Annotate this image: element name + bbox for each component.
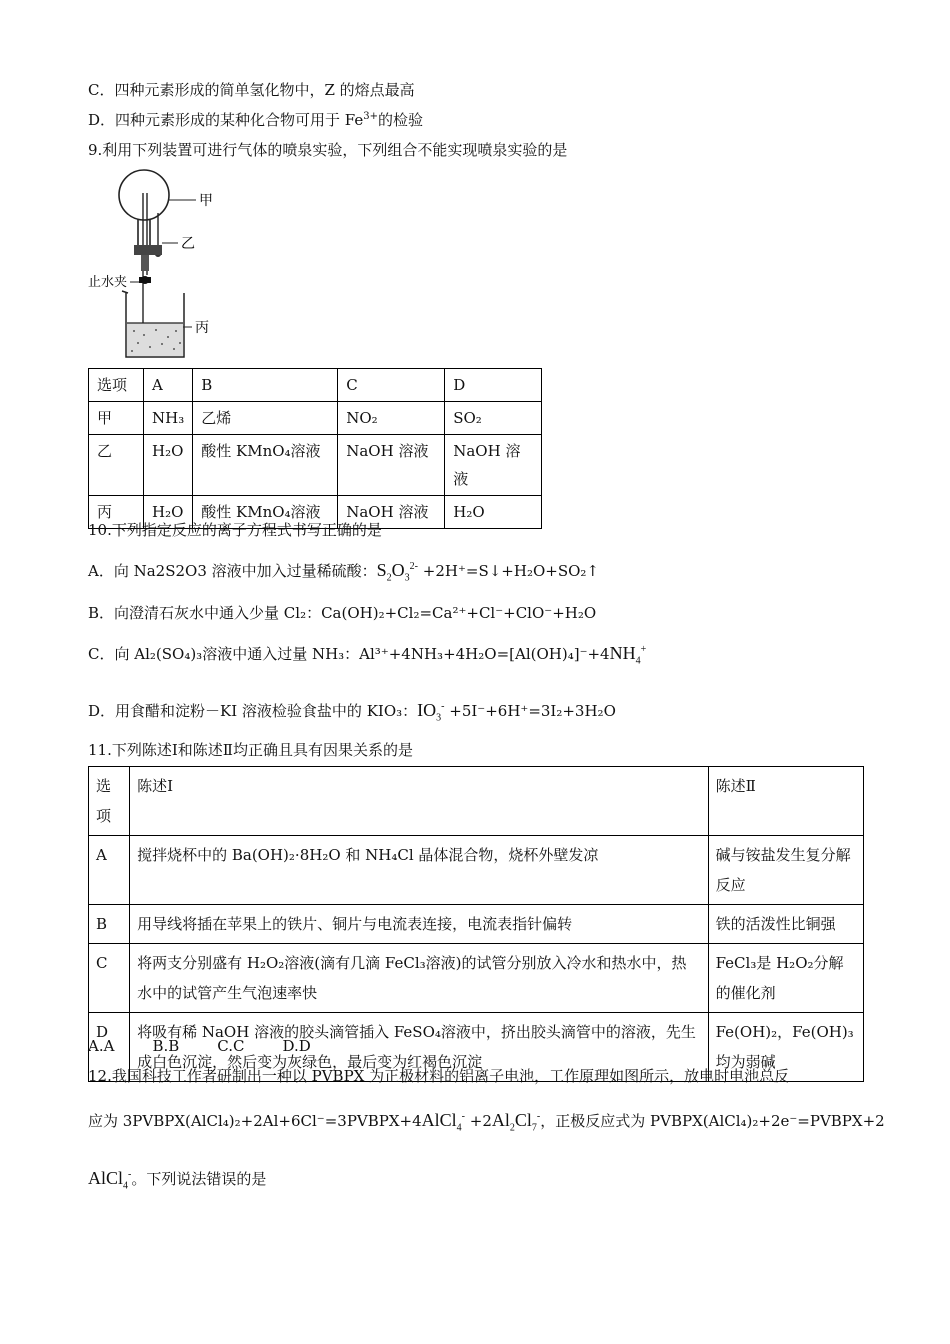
heptachlorodialuminate-formula: $Al_2Cl_7^-$	[491, 1110, 541, 1134]
table-cell: NO₂	[338, 402, 445, 435]
q10-option-b: B．向澄清石灰水中通入少量 Cl₂：Ca(OH)₂+Cl₂=Ca²⁺+Cl⁻+ClO⁻+H₂O	[88, 604, 597, 622]
table-cell: NH₃	[144, 402, 193, 435]
option-cell: C	[89, 944, 130, 1013]
tetrachloroaluminate-formula: AlCl$_4$-	[88, 1168, 132, 1192]
statement-2-cell: 碱与铵盐发生复分解反应	[708, 836, 863, 905]
label-clamp: 止水夹	[88, 275, 128, 290]
option-cell: D	[89, 1013, 130, 1082]
statement-2-cell: Fe(OH)₂，Fe(OH)₃均为弱碱	[708, 1013, 863, 1082]
header-cell: 陈述Ⅱ	[708, 767, 863, 836]
table-row	[89, 905, 864, 944]
q10-option-a: A．向 Na2S2O3 溶液中加入过量稀硫酸：$S_2O_3^{2-}$ +2H⁺=S↓+H₂O+SO₂↑	[88, 560, 599, 584]
header-cell: A	[144, 369, 193, 402]
tetrachloroaluminate-formula: AlCl$_4$-	[421, 1110, 466, 1134]
q8-option-c: C．四种元素形成的简单氢化物中，Z 的熔点最高	[88, 81, 415, 99]
header-cell: 陈述Ⅰ	[130, 767, 708, 836]
table-cell: H₂O	[144, 435, 193, 496]
header-cell: C	[338, 369, 445, 402]
row-label: 甲	[89, 402, 144, 435]
table-row	[89, 944, 864, 1013]
table-row	[89, 435, 542, 496]
header-cell: B	[193, 369, 338, 402]
header-cell: 选项	[89, 767, 130, 836]
option-cell: B	[89, 905, 130, 944]
q9-table	[88, 368, 542, 529]
q12-stem-line2: 应为 3PVBPX(AlCl₄)₂+2Al+6Cl⁻=3PVBPX+4AlCl$_4$- $+2Al_2Cl_7^-$，正极反应式为 PVBPX(AlCl₄)₂+2e⁻=PVBPX+2	[88, 1110, 885, 1134]
statement-1-cell: 用导线将插在苹果上的铁片、铜片与电流表连接，电流表指针偏转	[130, 905, 708, 944]
q9-stem: 9.利用下列装置可进行气体的喷泉实验，下列组合不能实现喷泉实验的是	[88, 141, 568, 159]
table-cell: NaOH 溶液	[338, 496, 445, 529]
table-cell: NaOH 溶液	[445, 435, 542, 496]
statement-1-cell: 将两支分别盛有 H₂O₂溶液(滴有几滴 FeCl₃溶液)的试管分别放入冷水和热水中，热水中的试管产生气泡速率快	[130, 944, 708, 1013]
table-cell: 酸性 KMnO₄溶液	[193, 435, 338, 496]
q10-option-d: D．用食醋和淀粉－KI 溶液检验食盐中的 KIO₃：$IO_3^- +5I^-+6H^+=3I_2+3H_2O$	[88, 700, 616, 724]
table-header-row	[89, 767, 864, 836]
answer-option: A.A	[88, 1037, 115, 1055]
q11-stem: 11.下列陈述Ⅰ和陈述Ⅱ均正确且具有因果关系的是	[88, 741, 413, 759]
q10-stem: 10.下列指定反应的离子方程式书写正确的是	[88, 521, 382, 539]
ammonium-formula: $NH_4^+$	[609, 643, 647, 667]
table-cell: SO₂	[445, 402, 542, 435]
table-cell: NaOH 溶液	[338, 435, 445, 496]
thiosulfate-formula: $S_2O_3^{2-}$	[376, 560, 419, 584]
q10-option-c: C．向 Al₂(SO₄)₃溶液中通入过量 NH₃：$Al^{3+}+4NH_3+4H_2O=[Al(OH)_4]^-+4NH_4^+$	[88, 643, 647, 667]
table-cell: 酸性 KMnO₄溶液	[193, 496, 338, 529]
statement-1-cell: 搅拌烧杯中的 Ba(OH)₂·8H₂O 和 NH₄Cl 晶体混合物，烧杯外壁发凉	[130, 836, 708, 905]
fountain-apparatus-figure	[86, 165, 226, 365]
label-jia: 甲	[199, 193, 213, 209]
table-cell: 乙烯	[193, 402, 338, 435]
answer-option: B.B	[152, 1037, 180, 1055]
label-yi: 乙	[181, 236, 195, 252]
iodate-formula: $IO_3^-$	[417, 700, 445, 724]
table-header-row	[89, 369, 542, 402]
option-cell: A	[89, 836, 130, 905]
header-cell: D	[445, 369, 542, 402]
row-label: 乙	[89, 435, 144, 496]
statement-2-cell: 铁的活泼性比铜强	[708, 905, 863, 944]
header-cell: 选项	[89, 369, 144, 402]
label-bing: 丙	[195, 320, 209, 336]
table-row	[89, 402, 542, 435]
statement-2-cell: FeCl₃是 H₂O₂分解的催化剂	[708, 944, 863, 1013]
answer-option: D.D	[282, 1037, 311, 1055]
q12-stem-line1: 12.我国科技工作者研制出一种以 PVBPX 为正极材料的铝离子电池，工作原理如图所示，放电时电池总反	[88, 1067, 790, 1085]
row-label: 丙	[89, 496, 144, 529]
table-cell: H₂O	[445, 496, 542, 529]
answer-option: C.C	[217, 1037, 245, 1055]
q8-option-d: D．四种元素形成的某种化合物可用于 $Fe^{3+}$的检验	[88, 111, 424, 129]
table-row	[89, 836, 864, 905]
q11-table	[88, 766, 864, 1082]
table-cell: H₂O	[144, 496, 193, 529]
statement-1-cell: 将吸有稀 NaOH 溶液的胶头滴管插入 FeSO₄溶液中，挤出胶头滴管中的溶液，先生成白色沉淀，然后变为灰绿色，最后变为红褐色沉淀	[130, 1013, 708, 1082]
q12-stem-line3: AlCl$_4$-。下列说法错误的是	[88, 1168, 267, 1192]
q11-answer-options	[88, 1036, 349, 1056]
